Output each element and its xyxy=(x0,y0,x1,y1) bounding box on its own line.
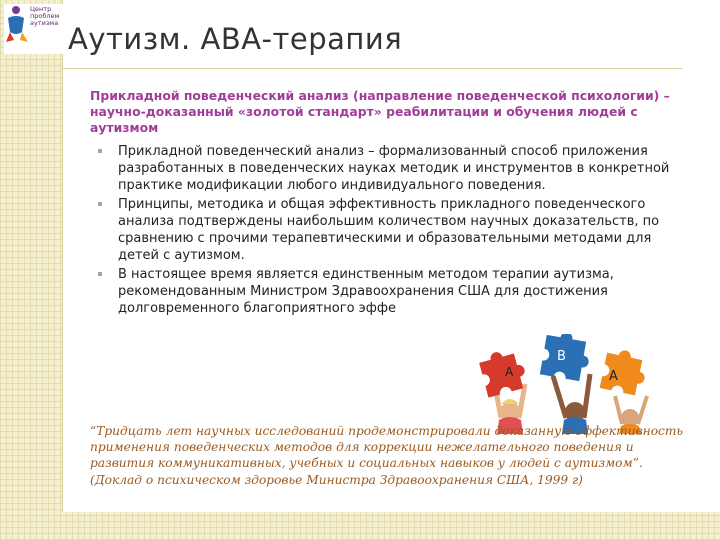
side-pattern xyxy=(0,0,62,540)
bullet-text: Прикладной поведенческий анализ – формализованный способ приложения разработанных в поведенческих науках методик и инструментов в конкретной практике модификации любого индивидуального поведения. xyxy=(118,144,670,193)
title-underline xyxy=(62,68,682,69)
bullet-marker-icon xyxy=(98,202,102,206)
logo-line-2: проблем xyxy=(30,12,60,20)
logo-figure-icon xyxy=(4,4,30,44)
bullet-text: Принципы, методика и общая эффективность прикладного поведенческого анализа подтверждены наибольшим количеством научных доказательств, по сравнению с прочими терапевтическими и образовательными методами для детей с аутизмом. xyxy=(118,197,660,263)
bullet-text: В настоящее время является единственным методом терапии аутизма, рекомендованным Министром Здравоохранения США для достижения долговременного благоприятного эффе xyxy=(118,267,614,316)
quote-block xyxy=(90,423,690,488)
bullet-item xyxy=(98,143,688,194)
bullet-marker-icon xyxy=(98,272,102,276)
kids-puzzle-image xyxy=(425,334,695,434)
subtitle: Прикладной поведенческий анализ (направление поведенческой психологии) – научно-доказанный «золотой стандарт» реабилитации и обучения людей с аутизмом xyxy=(90,88,670,135)
bullet-item xyxy=(98,266,688,317)
quote-source: (Доклад о психическом здоровье Министра Здравоохранения США, 1999 г) xyxy=(90,472,583,487)
puzzle-letter-middle: B xyxy=(557,349,566,364)
bullet-item xyxy=(98,196,688,264)
puzzle-letter-right: A xyxy=(609,369,618,384)
logo xyxy=(4,4,70,54)
bullet-list xyxy=(98,143,688,319)
page-title: Аутизм. АВА-терапия xyxy=(68,22,403,56)
puzzle-letter-left: A xyxy=(505,365,514,379)
logo-text xyxy=(30,6,59,27)
logo-line-3: аутизма xyxy=(30,19,59,27)
divider-vertical xyxy=(62,0,63,512)
bottom-pattern xyxy=(0,512,720,540)
quote-text: “Тридцать лет научных исследований продемонстрировали доказанную эффективность применения поведенческих методов для коррекции нежелательного поведения и развития коммуникативных, учебных и социальных навыков у людей с аутизмом”. xyxy=(90,424,684,471)
logo-line-1: Центр xyxy=(30,5,52,13)
bullet-marker-icon xyxy=(98,149,102,153)
